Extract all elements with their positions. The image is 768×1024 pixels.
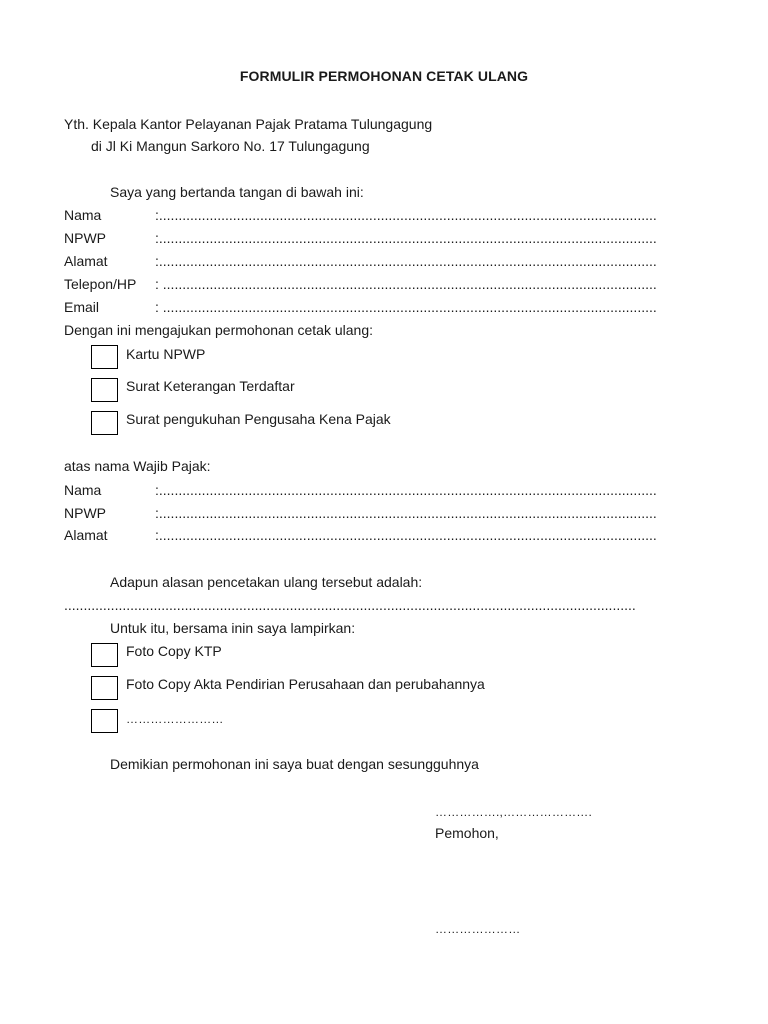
kartu-npwp-checkbox[interactable]: [91, 345, 118, 369]
closing-statement: Demikian permohonan ini saya buat dengan sesungguhnya: [110, 756, 479, 772]
taxpayer-name-field[interactable]: :................................................................................................................................: [155, 482, 657, 498]
taxpayer-address-label: Alamat: [64, 527, 108, 543]
applicant-address-label: Alamat: [64, 253, 108, 269]
intro-text: Saya yang bertanda tangan di bawah ini:: [110, 184, 364, 200]
applicant-address-field[interactable]: :................................................................................................................................: [155, 253, 657, 269]
taxpayer-npwp-field[interactable]: :................................................................................................................................: [155, 505, 657, 521]
taxpayer-heading: atas nama Wajib Pajak:: [64, 458, 211, 474]
kartu-npwp-label: Kartu NPWP: [126, 346, 206, 362]
applicant-phone-field[interactable]: : ...............................................................................................................................: [155, 276, 657, 292]
form-title: FORMULIR PERMOHONAN CETAK ULANG: [239, 68, 529, 84]
foto-copy-ktp-label: Foto Copy KTP: [126, 643, 222, 659]
surat-keterangan-terdaftar-checkbox[interactable]: [91, 378, 118, 402]
applicant-name-label: Nama: [64, 207, 102, 223]
addressee-line-1: Yth. Kepala Kantor Pelayanan Pajak Pratama Tulungagung: [64, 116, 433, 132]
surat-pengukuhan-pkp-checkbox[interactable]: [91, 411, 118, 435]
place-date-field[interactable]: …………….,………………….: [435, 805, 593, 819]
foto-copy-akta-checkbox[interactable]: [91, 676, 118, 700]
reason-field[interactable]: ...................................................................................................................................................: [64, 597, 636, 613]
taxpayer-name-label: Nama: [64, 482, 102, 498]
applicant-name-signature-field[interactable]: …………………: [435, 922, 521, 936]
attachments-heading: Untuk itu, bersama inin saya lampirkan:: [110, 620, 356, 636]
applicant-name-field[interactable]: :................................................................................................................................: [155, 207, 657, 223]
applicant-phone-label: Telepon/HP: [64, 276, 137, 292]
other-attachment-field[interactable]: ……………………: [126, 712, 224, 726]
addressee-line-2: di Jl Ki Mangun Sarkoro No. 17 Tulungagung: [91, 138, 370, 154]
reason-heading: Adapun alasan pencetakan ulang tersebut adalah:: [110, 574, 423, 590]
foto-copy-ktp-checkbox[interactable]: [91, 643, 118, 667]
foto-copy-akta-label: Foto Copy Akta Pendirian Perusahaan dan perubahannya: [126, 676, 485, 692]
applicant-email-field[interactable]: : ...............................................................................................................................: [155, 299, 657, 315]
taxpayer-npwp-label: NPWP: [64, 505, 106, 521]
surat-pengukuhan-pkp-label: Surat pengukuhan Pengusaha Kena Pajak: [126, 411, 391, 427]
surat-keterangan-terdaftar-label: Surat Keterangan Terdaftar: [126, 378, 295, 394]
applicant-npwp-label: NPWP: [64, 230, 106, 246]
applicant-role-label: Pemohon,: [435, 825, 499, 841]
request-heading: Dengan ini mengajukan permohonan cetak ulang:: [64, 322, 373, 338]
taxpayer-address-field[interactable]: :................................................................................................................................: [155, 527, 657, 543]
applicant-npwp-field[interactable]: :................................................................................................................................: [155, 230, 657, 246]
applicant-email-label: Email: [64, 299, 100, 315]
other-attachment-checkbox[interactable]: [91, 709, 118, 733]
